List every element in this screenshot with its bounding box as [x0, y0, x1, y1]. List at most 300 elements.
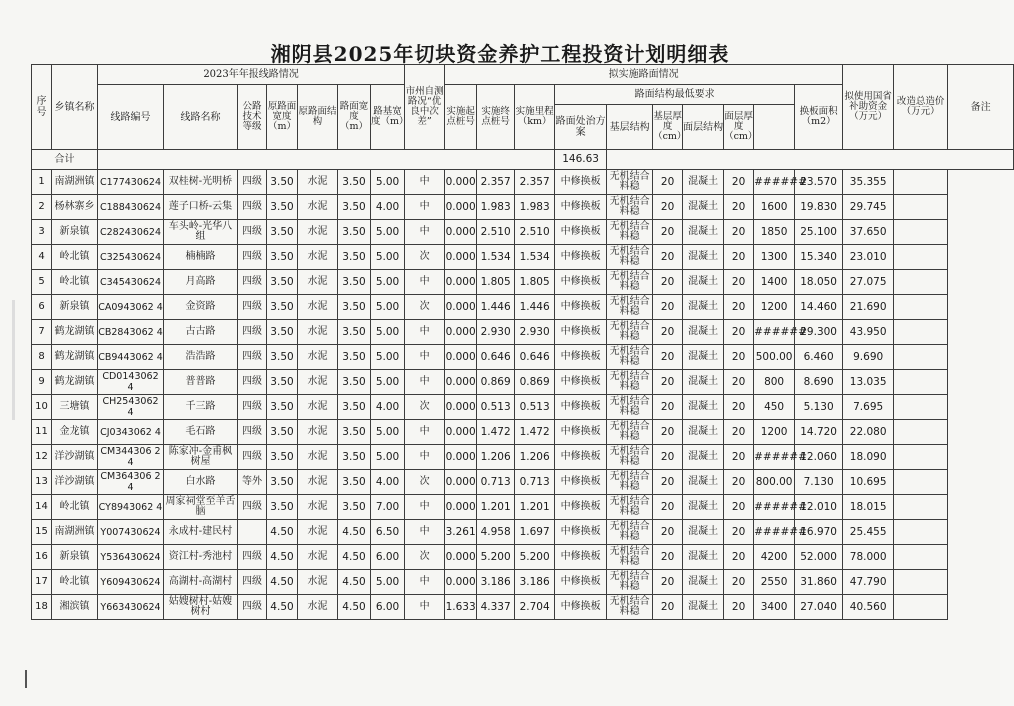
mileage-cell: 1.697 — [515, 520, 555, 545]
subsidy-cell: 16.970 — [795, 520, 843, 545]
subsidy-cell: 14.460 — [795, 295, 843, 320]
remark-cell — [894, 170, 948, 195]
header-subsidy: 拟使用国省补助资金（万元） — [843, 65, 894, 150]
grade-cell: 等外 — [238, 470, 267, 495]
row-number: 4 — [32, 245, 52, 270]
surface-thickness-cell: 20 — [724, 545, 754, 570]
town-cell: 新泉镇 — [52, 295, 98, 320]
cost-cell: 22.080 — [843, 420, 894, 445]
row-number: 2 — [32, 195, 52, 220]
surface-width-cell: 3.50 — [338, 170, 371, 195]
surface-structure-cell: 混凝土 — [683, 470, 724, 495]
town-cell: 新泉镇 — [52, 220, 98, 245]
start-cell: 0.000 — [445, 295, 477, 320]
surface-structure-cell: 混凝土 — [683, 520, 724, 545]
base-width-cell: 5.00 — [371, 295, 405, 320]
cost-cell: 18.015 — [843, 495, 894, 520]
grade-cell: 四级 — [238, 295, 267, 320]
orig-structure-cell: 水泥 — [298, 170, 338, 195]
condition-cell: 中 — [405, 370, 445, 395]
end-cell: 5.200 — [477, 545, 515, 570]
header-base-thickness: 基层厚度（cm） — [653, 105, 683, 150]
mileage-cell: 0.869 — [515, 370, 555, 395]
subsidy-cell: 18.050 — [795, 270, 843, 295]
town-cell: 岭北镇 — [52, 495, 98, 520]
route-name-cell: 姑嫂树村-姑嫂树村 — [164, 595, 238, 620]
orig-structure-cell: 水泥 — [298, 345, 338, 370]
method-cell: 中修换板 — [555, 295, 607, 320]
base-thickness-cell: 20 — [653, 270, 683, 295]
surface-structure-cell: 混凝土 — [683, 245, 724, 270]
base-width-cell: 4.00 — [371, 395, 405, 420]
mileage-cell: 0.513 — [515, 395, 555, 420]
method-cell: 中修换板 — [555, 370, 607, 395]
end-cell: 1.446 — [477, 295, 515, 320]
route-code-cell: CA0943062 4 — [98, 295, 164, 320]
end-cell: 0.646 — [477, 345, 515, 370]
table-body — [32, 170, 1014, 620]
area-cell: ###### — [754, 320, 795, 345]
town-cell: 杨林寨乡 — [52, 195, 98, 220]
orig-width-cell: 3.50 — [267, 345, 298, 370]
orig-width-cell: 3.50 — [267, 445, 298, 470]
base-width-cell: 5.00 — [371, 370, 405, 395]
surface-width-cell: 3.50 — [338, 195, 371, 220]
base-thickness-cell: 20 — [653, 170, 683, 195]
row-number: 18 — [32, 595, 52, 620]
header-cost: 改造总造价（万元） — [894, 65, 948, 150]
surface-width-cell: 3.50 — [338, 320, 371, 345]
area-cell: 2550 — [754, 570, 795, 595]
method-cell: 中修换板 — [555, 345, 607, 370]
route-name-cell: 资江村-秀池村 — [164, 545, 238, 570]
surface-thickness-cell: 20 — [724, 345, 754, 370]
base-width-cell: 5.00 — [371, 270, 405, 295]
end-cell: 1.472 — [477, 420, 515, 445]
surface-thickness-cell: 20 — [724, 370, 754, 395]
town-cell: 岭北镇 — [52, 270, 98, 295]
row-number: 10 — [32, 395, 52, 420]
orig-width-cell: 4.50 — [267, 595, 298, 620]
condition-cell: 中 — [405, 320, 445, 345]
method-cell: 中修换板 — [555, 445, 607, 470]
mileage-cell: 2.930 — [515, 320, 555, 345]
base-width-cell: 5.00 — [371, 445, 405, 470]
grade-cell: 四级 — [238, 345, 267, 370]
method-cell: 中修换板 — [555, 470, 607, 495]
surface-structure-cell: 混凝土 — [683, 270, 724, 295]
subsidy-cell: 8.690 — [795, 370, 843, 395]
route-code-cell: C188430624 — [98, 195, 164, 220]
condition-cell: 次 — [405, 470, 445, 495]
route-code-cell: C282430624 — [98, 220, 164, 245]
subsidy-cell: 6.460 — [795, 345, 843, 370]
grade-cell — [238, 520, 267, 545]
header-method: 路面处治方案 — [555, 105, 607, 150]
subsidy-cell: 14.720 — [795, 420, 843, 445]
base-thickness-cell: 20 — [653, 570, 683, 595]
header-seq: 序号 — [32, 65, 52, 150]
surface-thickness-cell: 20 — [724, 495, 754, 520]
header-group-reported: 2023年年报线路情况 — [98, 65, 405, 85]
mileage-cell: 3.186 — [515, 570, 555, 595]
surface-width-cell: 3.50 — [338, 470, 371, 495]
remark-cell — [894, 270, 948, 295]
mileage-cell: 1.201 — [515, 495, 555, 520]
cost-cell: 13.035 — [843, 370, 894, 395]
end-cell: 4.337 — [477, 595, 515, 620]
base-width-cell: 4.00 — [371, 470, 405, 495]
subsidy-cell: 31.860 — [795, 570, 843, 595]
cost-cell: 25.455 — [843, 520, 894, 545]
method-cell: 中修换板 — [555, 570, 607, 595]
area-cell: 1300 — [754, 245, 795, 270]
header-group-plan: 拟实施路面情况 — [445, 65, 843, 85]
grade-cell: 四级 — [238, 270, 267, 295]
remark-cell — [894, 345, 948, 370]
row-number: 7 — [32, 320, 52, 345]
end-cell: 2.930 — [477, 320, 515, 345]
route-name-cell: 浩浩路 — [164, 345, 238, 370]
condition-cell: 中 — [405, 195, 445, 220]
orig-width-cell: 3.50 — [267, 245, 298, 270]
orig-width-cell: 3.50 — [267, 295, 298, 320]
surface-width-cell: 3.50 — [338, 345, 371, 370]
base-structure-cell: 无机结合料稳 — [607, 195, 653, 220]
base-structure-cell: 无机结合料稳 — [607, 295, 653, 320]
mileage-cell: 2.510 — [515, 220, 555, 245]
town-cell: 南湖洲镇 — [52, 170, 98, 195]
route-code-cell: C177430624 — [98, 170, 164, 195]
base-width-cell: 5.00 — [371, 320, 405, 345]
start-cell: 0.000 — [445, 220, 477, 245]
base-structure-cell: 无机结合料稳 — [607, 395, 653, 420]
orig-structure-cell: 水泥 — [298, 470, 338, 495]
remark-cell — [894, 445, 948, 470]
table-row — [32, 520, 1014, 545]
mileage-cell: 1.446 — [515, 295, 555, 320]
end-cell: 1.805 — [477, 270, 515, 295]
base-thickness-cell: 20 — [653, 345, 683, 370]
condition-cell: 中 — [405, 345, 445, 370]
base-width-cell: 4.00 — [371, 195, 405, 220]
area-cell: ###### — [754, 445, 795, 470]
base-structure-cell: 无机结合料稳 — [607, 570, 653, 595]
surface-width-cell: 3.50 — [338, 495, 371, 520]
base-width-cell: 6.50 — [371, 520, 405, 545]
start-cell: 0.000 — [445, 395, 477, 420]
document-title: 湘阴县2025年切块资金养护工程投资计划明细表 — [270, 42, 730, 66]
orig-width-cell: 4.50 — [267, 520, 298, 545]
surface-width-cell: 3.50 — [338, 445, 371, 470]
end-cell: 2.510 — [477, 220, 515, 245]
route-name-cell: 毛石路 — [164, 420, 238, 445]
surface-width-cell: 4.50 — [338, 545, 371, 570]
end-cell: 0.713 — [477, 470, 515, 495]
base-structure-cell: 无机结合料稳 — [607, 270, 653, 295]
table-row — [32, 470, 1014, 495]
surface-thickness-cell: 20 — [724, 445, 754, 470]
grade-cell: 四级 — [238, 195, 267, 220]
orig-structure-cell: 水泥 — [298, 445, 338, 470]
surface-thickness-cell: 20 — [724, 295, 754, 320]
method-cell: 中修换板 — [555, 245, 607, 270]
method-cell: 中修换板 — [555, 520, 607, 545]
remark-cell — [894, 295, 948, 320]
route-name-cell: 月高路 — [164, 270, 238, 295]
orig-structure-cell: 水泥 — [298, 320, 338, 345]
table-row — [32, 420, 1014, 445]
town-cell: 洋沙湖镇 — [52, 445, 98, 470]
condition-cell: 中 — [405, 220, 445, 245]
method-cell: 中修换板 — [555, 320, 607, 345]
surface-width-cell: 4.50 — [338, 595, 371, 620]
start-cell: 0.000 — [445, 270, 477, 295]
area-cell: 1200 — [754, 420, 795, 445]
cost-cell: 78.000 — [843, 545, 894, 570]
surface-structure-cell: 混凝土 — [683, 370, 724, 395]
town-cell: 三塘镇 — [52, 395, 98, 420]
surface-width-cell: 3.50 — [338, 270, 371, 295]
condition-cell: 中 — [405, 570, 445, 595]
end-cell: 4.958 — [477, 520, 515, 545]
start-cell: 0.000 — [445, 445, 477, 470]
table-row — [32, 345, 1014, 370]
route-code-cell: CD0143062 4 — [98, 370, 164, 395]
orig-structure-cell: 水泥 — [298, 520, 338, 545]
condition-cell: 次 — [405, 245, 445, 270]
grade-cell: 四级 — [238, 445, 267, 470]
grade-cell: 四级 — [238, 370, 267, 395]
surface-structure-cell: 混凝土 — [683, 295, 724, 320]
orig-width-cell: 3.50 — [267, 370, 298, 395]
remark-cell — [894, 195, 948, 220]
start-cell: 0.000 — [445, 495, 477, 520]
base-width-cell: 6.00 — [371, 545, 405, 570]
route-code-cell: C345430624 — [98, 270, 164, 295]
remark-cell — [894, 420, 948, 445]
area-cell: ###### — [754, 495, 795, 520]
header-area: 换板面积（m2） — [795, 85, 843, 150]
area-cell: ###### — [754, 170, 795, 195]
start-cell: 0.000 — [445, 170, 477, 195]
base-thickness-cell: 20 — [653, 370, 683, 395]
orig-structure-cell: 水泥 — [298, 545, 338, 570]
area-cell: 1850 — [754, 220, 795, 245]
town-cell: 新泉镇 — [52, 545, 98, 570]
cost-cell: 9.690 — [843, 345, 894, 370]
condition-cell: 中 — [405, 495, 445, 520]
route-name-cell: 周家祠堂至羊舌脑 — [164, 495, 238, 520]
subsidy-cell: 7.130 — [795, 470, 843, 495]
method-cell: 中修换板 — [555, 220, 607, 245]
orig-structure-cell: 水泥 — [298, 395, 338, 420]
route-code-cell: CM344306 24 — [98, 445, 164, 470]
town-cell: 岭北镇 — [52, 245, 98, 270]
orig-structure-cell: 水泥 — [298, 270, 338, 295]
row-number: 3 — [32, 220, 52, 245]
row-number: 13 — [32, 470, 52, 495]
start-cell: 0.000 — [445, 370, 477, 395]
grade-cell: 四级 — [238, 595, 267, 620]
route-name-cell: 双桂树-光明桥 — [164, 170, 238, 195]
base-thickness-cell: 20 — [653, 195, 683, 220]
remark-cell — [894, 570, 948, 595]
remark-cell — [894, 545, 948, 570]
end-cell: 2.357 — [477, 170, 515, 195]
base-width-cell: 5.00 — [371, 220, 405, 245]
mileage-cell: 0.646 — [515, 345, 555, 370]
town-cell: 鹤龙湖镇 — [52, 370, 98, 395]
surface-thickness-cell: 20 — [724, 245, 754, 270]
total-row — [32, 150, 1014, 170]
end-cell: 0.869 — [477, 370, 515, 395]
mileage-cell: 1.534 — [515, 245, 555, 270]
mileage-cell: 1.472 — [515, 420, 555, 445]
route-code-cell: Y536430624 — [98, 545, 164, 570]
surface-structure-cell: 混凝土 — [683, 420, 724, 445]
header-remark: 备注 — [948, 65, 1014, 150]
table-row — [32, 170, 1014, 195]
table-row — [32, 295, 1014, 320]
start-cell: 0.000 — [445, 570, 477, 595]
orig-width-cell: 3.50 — [267, 495, 298, 520]
area-cell: 800.00 — [754, 470, 795, 495]
route-name-cell: 金资路 — [164, 295, 238, 320]
condition-cell: 中 — [405, 270, 445, 295]
base-width-cell: 5.00 — [371, 170, 405, 195]
orig-structure-cell: 水泥 — [298, 245, 338, 270]
surface-structure-cell: 混凝土 — [683, 395, 724, 420]
route-name-cell: 千三路 — [164, 395, 238, 420]
method-cell: 中修换板 — [555, 395, 607, 420]
route-name-cell: 古古路 — [164, 320, 238, 345]
route-name-cell: 永成村-建民村 — [164, 520, 238, 545]
cost-cell: 7.695 — [843, 395, 894, 420]
cost-cell: 10.695 — [843, 470, 894, 495]
grade-cell: 四级 — [238, 570, 267, 595]
grade-cell: 四级 — [238, 545, 267, 570]
subsidy-cell: 27.040 — [795, 595, 843, 620]
subsidy-cell: 5.130 — [795, 395, 843, 420]
mileage-cell: 1.206 — [515, 445, 555, 470]
base-width-cell: 5.00 — [371, 245, 405, 270]
orig-width-cell: 3.50 — [267, 170, 298, 195]
orig-width-cell: 4.50 — [267, 570, 298, 595]
town-cell: 洋沙湖镇 — [52, 470, 98, 495]
orig-structure-cell: 水泥 — [298, 595, 338, 620]
grade-cell: 四级 — [238, 245, 267, 270]
row-number: 5 — [32, 270, 52, 295]
header-town: 乡镇名称 — [52, 65, 98, 150]
base-thickness-cell: 20 — [653, 395, 683, 420]
route-code-cell: CJ0343062 4 — [98, 420, 164, 445]
subsidy-cell: 23.570 — [795, 170, 843, 195]
condition-cell: 中 — [405, 420, 445, 445]
orig-width-cell: 3.50 — [267, 220, 298, 245]
condition-cell: 中 — [405, 595, 445, 620]
table-row — [32, 495, 1014, 520]
surface-structure-cell: 混凝土 — [683, 195, 724, 220]
table-row — [32, 195, 1014, 220]
remark-cell — [894, 595, 948, 620]
base-thickness-cell: 20 — [653, 245, 683, 270]
condition-cell: 中 — [405, 520, 445, 545]
surface-width-cell: 3.50 — [338, 420, 371, 445]
header-end: 实施终点桩号 — [477, 85, 515, 150]
base-thickness-cell: 20 — [653, 545, 683, 570]
orig-width-cell: 3.50 — [267, 470, 298, 495]
town-cell: 鹤龙湖镇 — [52, 320, 98, 345]
surface-thickness-cell: 20 — [724, 195, 754, 220]
route-name-cell: 陈家冲-金甫枫树屋 — [164, 445, 238, 470]
base-width-cell: 6.00 — [371, 595, 405, 620]
table-row — [32, 245, 1014, 270]
method-cell: 中修换板 — [555, 595, 607, 620]
table-row — [32, 570, 1014, 595]
base-width-cell: 7.00 — [371, 495, 405, 520]
route-code-cell: CB9443062 4 — [98, 345, 164, 370]
start-cell: 0.000 — [445, 320, 477, 345]
row-number: 15 — [32, 520, 52, 545]
remark-cell — [894, 495, 948, 520]
base-structure-cell: 无机结合料稳 — [607, 245, 653, 270]
area-cell: 1600 — [754, 195, 795, 220]
mileage-cell: 2.704 — [515, 595, 555, 620]
route-code-cell: Y007430624 — [98, 520, 164, 545]
table-row — [32, 320, 1014, 345]
method-cell: 中修换板 — [555, 495, 607, 520]
method-cell: 中修换板 — [555, 420, 607, 445]
base-thickness-cell: 20 — [653, 320, 683, 345]
area-cell: 4200 — [754, 545, 795, 570]
orig-structure-cell: 水泥 — [298, 420, 338, 445]
area-cell: 800 — [754, 370, 795, 395]
cost-cell: 23.010 — [843, 245, 894, 270]
table-row — [32, 445, 1014, 470]
method-cell: 中修换板 — [555, 170, 607, 195]
surface-width-cell: 4.50 — [338, 570, 371, 595]
remark-cell — [894, 395, 948, 420]
remark-cell — [894, 245, 948, 270]
row-number: 8 — [32, 345, 52, 370]
base-structure-cell: 无机结合料稳 — [607, 170, 653, 195]
mileage-cell: 5.200 — [515, 545, 555, 570]
end-cell: 1.201 — [477, 495, 515, 520]
subsidy-cell: 12.010 — [795, 495, 843, 520]
surface-structure-cell: 混凝土 — [683, 345, 724, 370]
end-cell: 0.513 — [477, 395, 515, 420]
base-structure-cell: 无机结合料稳 — [607, 545, 653, 570]
grade-cell: 四级 — [238, 420, 267, 445]
route-code-cell: CM364306 24 — [98, 470, 164, 495]
town-cell: 南湖洲镇 — [52, 520, 98, 545]
start-cell: 3.261 — [445, 520, 477, 545]
condition-cell: 次 — [405, 295, 445, 320]
area-cell: 1200 — [754, 295, 795, 320]
route-code-cell: CH2543062 4 — [98, 395, 164, 420]
town-cell: 金龙镇 — [52, 420, 98, 445]
orig-width-cell: 3.50 — [267, 420, 298, 445]
surface-width-cell: 3.50 — [338, 370, 371, 395]
base-structure-cell: 无机结合料稳 — [607, 595, 653, 620]
orig-structure-cell: 水泥 — [298, 370, 338, 395]
surface-structure-cell: 混凝土 — [683, 320, 724, 345]
town-cell: 鹤龙湖镇 — [52, 345, 98, 370]
condition-cell: 中 — [405, 170, 445, 195]
header-route-name: 线路名称 — [164, 85, 238, 150]
row-number: 6 — [32, 295, 52, 320]
